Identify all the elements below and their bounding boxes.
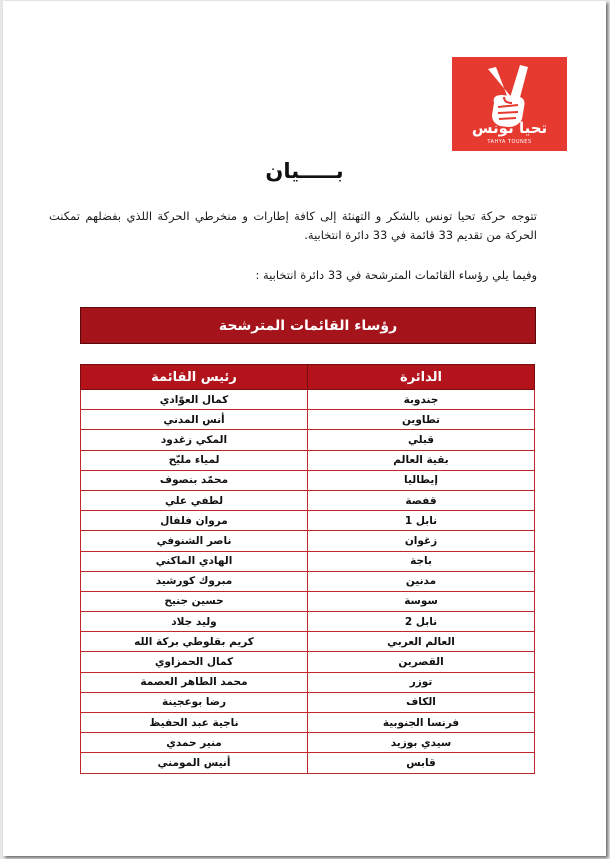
table-row (81, 410, 535, 430)
table-row (81, 591, 535, 611)
table-header-row (81, 365, 535, 390)
district-cell: باجة (308, 551, 535, 571)
district-cell: قفصة (308, 490, 535, 510)
district-cell: نابل 1 (308, 511, 535, 531)
list-head-cell: كمال الحمزاوي (81, 652, 308, 672)
logo-arabic-text: تحيا تونس (471, 119, 548, 137)
district-cell: مدنين (308, 571, 535, 591)
logo-latin-text: TAHYA TOUNES (487, 139, 532, 145)
table-row (81, 531, 535, 551)
district-cell: سوسة (308, 591, 535, 611)
document-page (3, 1, 606, 856)
district-cell: سيدي بوزيد (308, 733, 535, 753)
district-cell: فرنسا الجنوبية (308, 713, 535, 733)
district-cell: قبلي (308, 430, 535, 450)
table-row (81, 470, 535, 490)
list-head-cell: محمد الطاهر العصمة (81, 672, 308, 692)
table-row (81, 511, 535, 531)
district-cell: جندوبة (308, 390, 535, 410)
header-district: الدائرة (308, 365, 535, 390)
tahya-tounes-logo (452, 57, 567, 151)
list-head-cell: لطفي علي (81, 490, 308, 510)
district-cell: قابس (308, 753, 535, 773)
header-list-head: رئيس القائمة (81, 365, 308, 390)
section-banner: رؤساء القائمات المترشحة (80, 307, 536, 344)
list-head-cell: وليد جلاد (81, 612, 308, 632)
intro-paragraph: تتوجه حركة تحيا تونس بالشكر و التهنئة إلى كافة إطارات و منخرطي الحركة اللذي بفضلهم تمكنت الحركة من تقديم 33 قائمة في 33 دائرة انتخابية. (49, 209, 537, 242)
list-head-cell: الهادي الماكني (81, 551, 308, 571)
table-row (81, 551, 535, 571)
table-row (81, 692, 535, 712)
list-head-cell: ناجية عبد الحفيظ (81, 713, 308, 733)
district-cell: نابل 2 (308, 612, 535, 632)
list-head-cell: حسين جنيح (81, 591, 308, 611)
table-row (81, 390, 535, 410)
list-head-cell: المكي زغدود (81, 430, 308, 450)
table-row (81, 612, 535, 632)
list-head-cell: مبروك كورشيد (81, 571, 308, 591)
candidates-table (80, 364, 535, 774)
list-head-cell: كريم بقلوطي بركة الله (81, 632, 308, 652)
list-head-cell: كمال العوّادي (81, 390, 308, 410)
table-row (81, 753, 535, 773)
district-cell: بقية العالم (308, 450, 535, 470)
list-head-cell: أنيس المومني (81, 753, 308, 773)
list-head-cell: محمّد بنصوف (81, 470, 308, 490)
page-title: بـــــيان (265, 159, 344, 183)
district-cell: إيطاليا (308, 470, 535, 490)
district-cell: القصرين (308, 652, 535, 672)
list-intro-paragraph: وفيما يلي رؤساء القائمات المترشحة في 33 دائرة انتخابية : (255, 268, 537, 282)
list-head-cell: لمياء مليّح (81, 450, 308, 470)
list-head-cell: منير حمدي (81, 733, 308, 753)
district-cell: الكاف (308, 692, 535, 712)
table-row (81, 430, 535, 450)
list-head-cell: أنس المدني (81, 410, 308, 430)
table-row (81, 713, 535, 733)
district-cell: العالم العربي (308, 632, 535, 652)
list-head-cell: رضا بوعجينة (81, 692, 308, 712)
list-head-cell: مروان فلفال (81, 511, 308, 531)
table-row (81, 490, 535, 510)
table-row (81, 632, 535, 652)
district-cell: تطاوين (308, 410, 535, 430)
table-row (81, 652, 535, 672)
table-row (81, 450, 535, 470)
table-row (81, 672, 535, 692)
district-cell: زغوان (308, 531, 535, 551)
table-row (81, 571, 535, 591)
table-row (81, 733, 535, 753)
list-head-cell: ناصر الشنوفي (81, 531, 308, 551)
district-cell: توزر (308, 672, 535, 692)
